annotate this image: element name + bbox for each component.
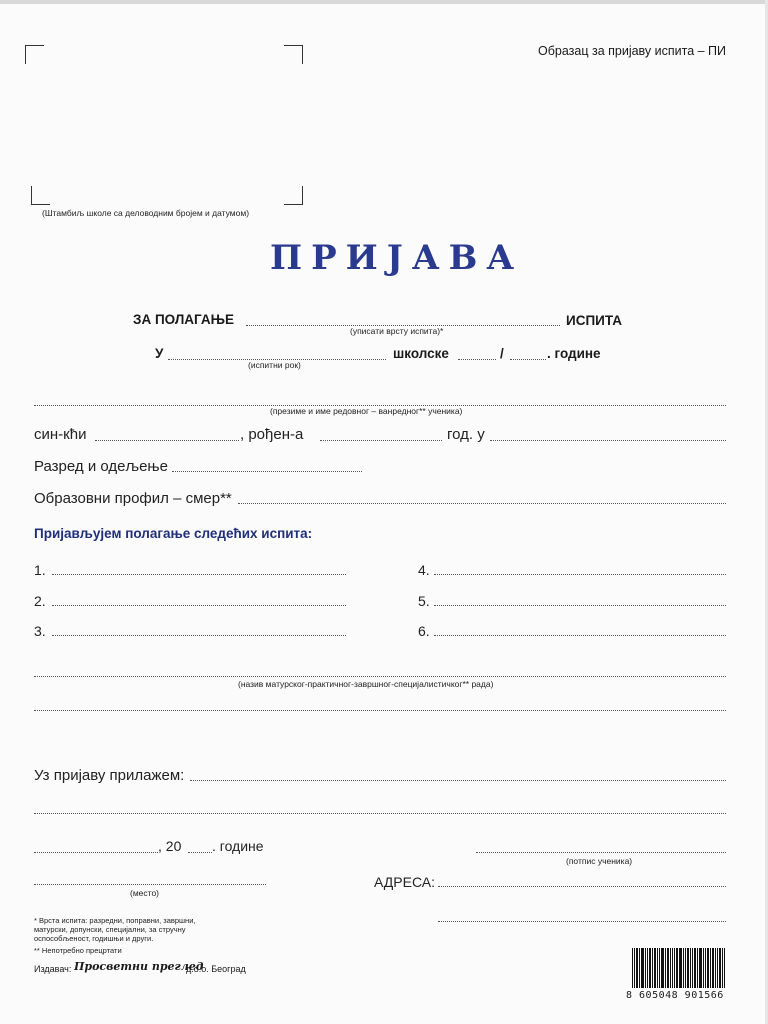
attachments-label: Уз пријаву прилажем: [34,767,185,784]
student-name-caption: (презиме и име редовног – ванредног** ученика) [270,406,463,416]
stamp-corner-bottom-left [31,186,50,205]
publisher-logo: Просветни преглед [74,960,204,973]
birth-place-label: год. у [447,426,485,443]
exam-field-3[interactable] [52,635,346,636]
place-field[interactable] [34,884,266,885]
date-year-field[interactable] [188,852,212,853]
date-year-prefix: , 20 [158,838,182,854]
profile-label: Образовни профил – смер** [34,490,232,507]
parent-name-field[interactable] [95,440,239,441]
work-title-field[interactable] [34,676,726,677]
school-year-to-field[interactable] [510,359,546,360]
exams-heading: Пријављујем полагање следећих испита: [34,526,313,541]
son-daughter-label: син-кћи [34,426,87,443]
attachments-field[interactable] [190,780,726,781]
profile-field[interactable] [238,503,726,504]
term-prefix-label: У [155,346,164,361]
date-day-field[interactable] [34,852,158,853]
school-year-label: школске [393,346,449,361]
exam-field-2[interactable] [52,605,346,606]
place-caption: (место) [130,888,160,898]
footnote-strike: ** Непотребно прецртати [34,946,122,955]
stamp-corner-top-right [284,45,303,64]
birth-place-field[interactable] [490,440,726,441]
exam-field-4[interactable] [434,574,726,575]
exam-field-6[interactable] [434,635,726,636]
publisher-label: Издавач: [34,964,72,974]
school-year-slash: / [500,346,504,361]
signature-field[interactable] [476,852,726,853]
exam-field-1[interactable] [52,574,346,575]
exam-number-5: 5. [418,593,430,609]
stamp-corner-bottom-right [284,186,303,205]
stamp-corner-top-left [25,45,44,64]
scan-top-edge [0,0,768,4]
exam-for-label: ЗА ПОЛАГАЊЕ [133,312,234,327]
date-suffix: . године [212,838,264,854]
exam-number-6: 6. [418,623,430,639]
work-title-field-2[interactable] [34,710,726,711]
class-label: Разред и одељење [34,458,168,475]
exam-number-1: 1. [34,562,46,578]
school-year-from-field[interactable] [458,359,496,360]
exam-field-5[interactable] [434,605,726,606]
publisher-suffix: д.о.о. Београд [186,964,246,974]
exam-number-3: 3. [34,623,46,639]
stamp-caption: (Штамбиљ школе са деловодним бројем и датумом) [42,208,250,218]
barcode-number: 8 605048 901566 [626,990,724,1001]
exam-type-caption: (уписати врсту испита)* [350,326,444,336]
year-suffix-label: . године [547,346,601,361]
address-label: АДРЕСА: [374,874,435,890]
exam-term-caption: (испитни рок) [248,360,301,370]
born-label: , рођен-а [240,426,304,443]
exam-number-4: 4. [418,562,430,578]
class-field[interactable] [172,471,362,472]
barcode-icon [632,948,734,988]
exam-number-2: 2. [34,593,46,609]
work-title-caption: (назив матурског-практичног-завршног-специјалистичког** рада) [238,679,494,689]
birth-date-field[interactable] [320,440,442,441]
page-title: ПРИЈАВА [270,238,524,278]
form-code: Образац за пријаву испита – ПИ [538,44,727,58]
exam-suffix-label: ИСПИТА [566,313,623,328]
footnote-exam-types: * Врста испита: разредни, поправни, завршни, матурски, допунски, специјални, за стручну оспособљеност, годишњи и други. [34,916,196,943]
signature-caption: (потпис ученика) [566,856,633,866]
attachments-field-2[interactable] [34,813,726,814]
address-field-2[interactable] [438,921,726,922]
address-field[interactable] [438,886,726,887]
